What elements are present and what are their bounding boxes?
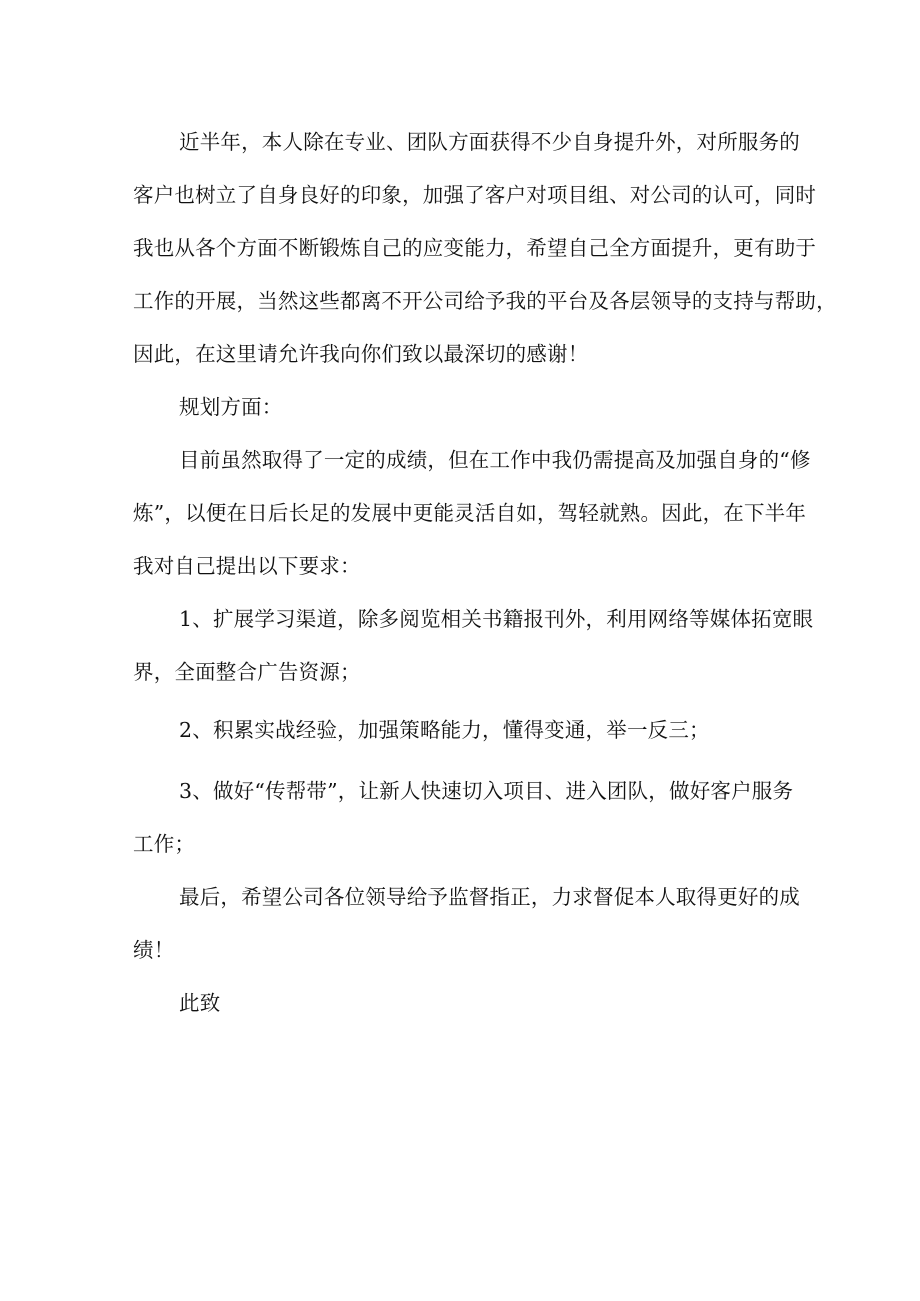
text-line: 界，全面整合广告资源； — [133, 660, 361, 684]
text-line: 客户也树立了自身良好的印象，加强了客户对项目组、对公司的认可，同时 — [133, 183, 817, 207]
section-heading: 规划方面： — [179, 395, 283, 419]
text-line: 3、做好“传帮带”，让新人快速切入项目、进入团队，做好客户服务 — [179, 779, 794, 803]
text-line: 近半年，本人除在专业、团队方面获得不少自身提升外，对所服务的 — [179, 130, 800, 154]
text-line: 炼”，以便在日后长足的发展中更能灵活自如，驾轻就熟。因此，在下半年 — [133, 501, 807, 525]
salutation-text: 此致 — [179, 991, 221, 1015]
text-line: 工作的开展，当然这些都离不开公司给予我的平台及各层领导的支持与帮助， — [133, 289, 837, 313]
text-line: 绩！ — [133, 938, 175, 962]
text-line: 我对自己提出以下要求： — [133, 554, 361, 578]
text-line: 最后，希望公司各位领导给予监督指正，力求督促本人取得更好的成 — [179, 885, 800, 909]
text-line: 我也从各个方面不断锻炼自己的应变能力，希望自己全方面提升，更有助于 — [133, 236, 817, 260]
text-line: 2、积累实战经验，加强策略能力，懂得变通，举一反三； — [179, 718, 710, 742]
text-line: 工作； — [133, 832, 196, 856]
text-line: 1、扩展学习渠道，除多阅览相关书籍报刊外，利用网络等媒体拓宽眼 — [179, 607, 814, 631]
text-line: 因此，在这里请允许我向你们致以最深切的感谢！ — [133, 342, 589, 366]
text-line: 目前虽然取得了一定的成绩，但在工作中我仍需提高及加强自身的“修 — [179, 448, 811, 472]
